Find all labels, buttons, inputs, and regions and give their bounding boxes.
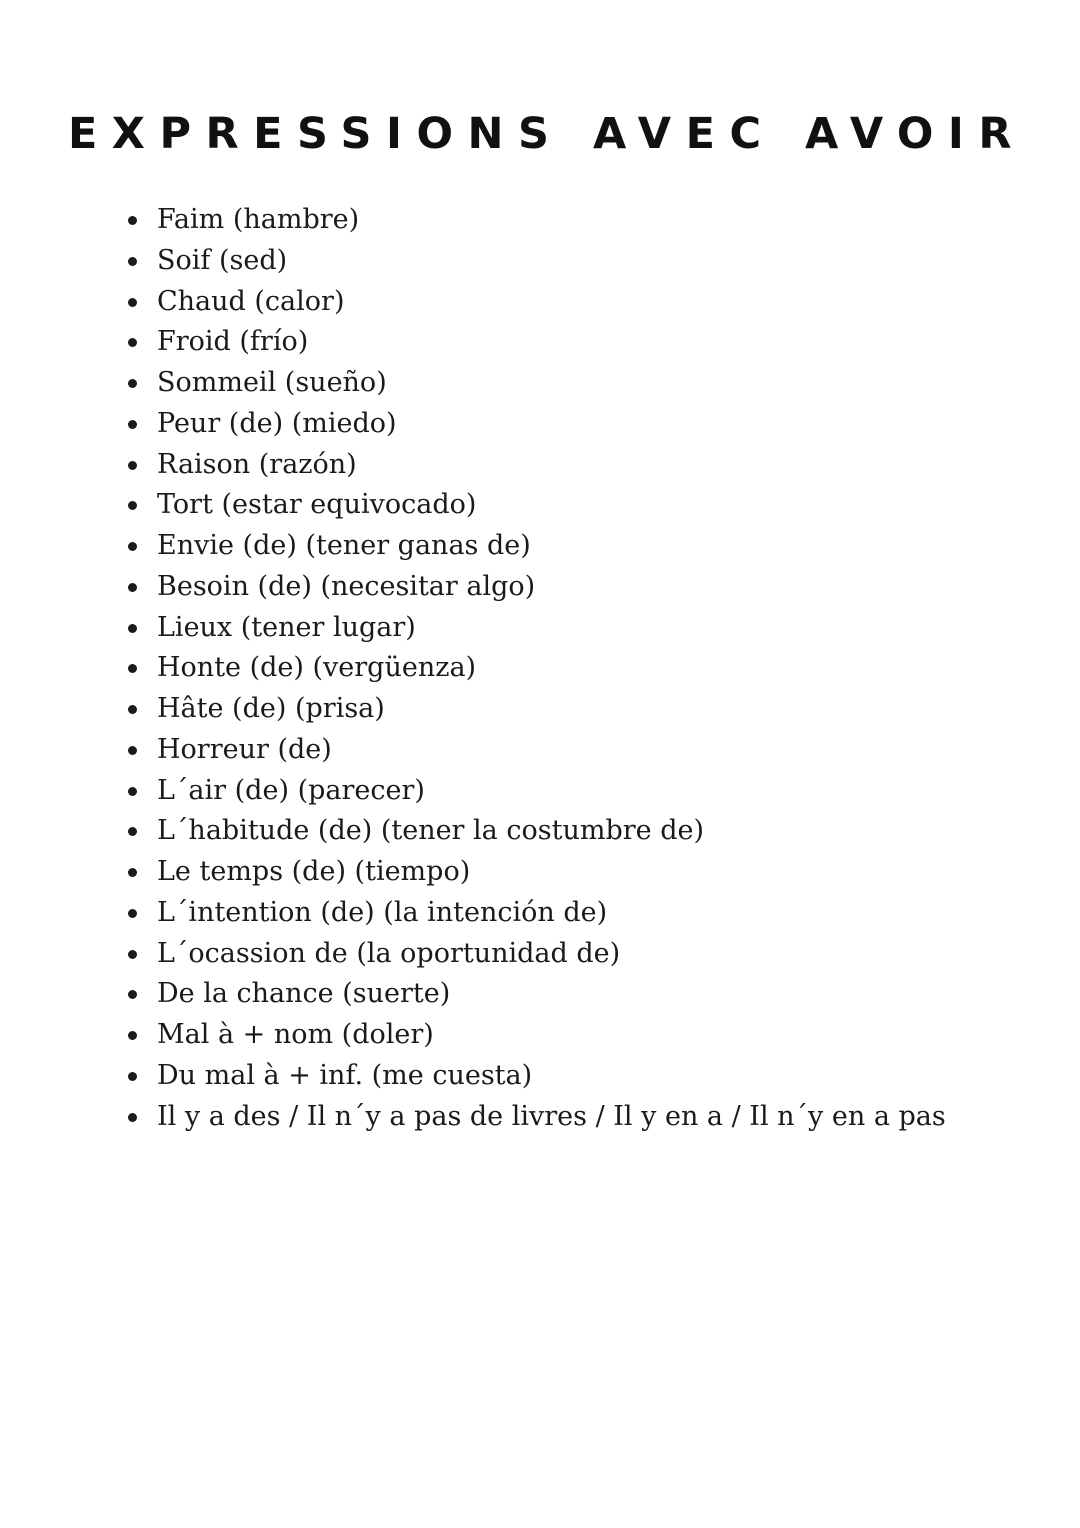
list-item-text: Lieux (tener lugar) [157,611,416,643]
list-item-text: Soif (sed) [157,244,288,276]
list-item [157,241,1057,282]
bullet-icon [128,787,137,796]
list-item [157,648,1057,689]
list-item-text: Le temps (de) (tiempo) [157,856,471,887]
bullet-icon [128,501,137,510]
bullet-icon [128,868,137,877]
list-item-text: L´habitude (de) (tener la costumbre de) [157,815,704,847]
list-item [157,811,1057,852]
bullet-icon [128,746,137,755]
list-item [157,852,1057,893]
list-item-text: Il y a des / Il n´y a pas de livres / Il y en a / Il n´y en a pas [157,1100,946,1132]
bullet-icon [128,298,137,307]
list-item [157,934,1057,975]
bullet-icon [128,583,137,592]
page-title: EXPRESSIONS AVEC AVOIR [67,109,1027,159]
bullet-icon [128,257,137,266]
list-item-text: Honte (de) (vergüenza) [157,652,477,684]
bullet-icon [128,542,137,551]
bullet-icon [128,461,137,470]
list-item [157,485,1057,526]
list-item-text: Raison (razón) [157,448,357,480]
list-item-text: Sommeil (sueño) [157,367,387,398]
list-item [157,567,1057,608]
list-item-text: Peur (de) (miedo) [157,407,397,439]
bullet-icon [128,1113,137,1122]
list-item-text: Mal à + nom (doler) [157,1019,434,1050]
list-item-text: De la chance (suerte) [157,978,451,1010]
list-item-text: Froid (frío) [157,326,309,358]
list-item-text: Horreur (de) [157,733,332,765]
list-item-text: Chaud (calor) [157,285,345,317]
bullet-icon [128,1031,137,1040]
bullet-icon [128,950,137,959]
list-item [157,1097,1057,1138]
bullet-icon [128,379,137,388]
list-item-text: L´intention (de) (la intención de) [157,896,608,928]
list-item [157,445,1057,486]
bullet-icon [128,909,137,918]
list-item-text: Faim (hambre) [157,204,360,235]
list-item [157,322,1057,363]
bullet-icon [128,216,137,225]
list-item [157,730,1057,771]
list-item [157,689,1057,730]
list-item [157,526,1057,567]
expression-list [157,200,1057,1137]
bullet-icon [128,338,137,347]
list-item-text: Hâte (de) (prisa) [157,693,385,724]
list-item-text: Du mal à + inf. (me cuesta) [157,1059,533,1091]
bullet-icon [128,664,137,673]
list-item [157,608,1057,649]
list-item-text: Envie (de) (tener ganas de) [157,530,531,561]
bullet-icon [128,705,137,714]
list-item [157,363,1057,404]
list-item [157,1015,1057,1056]
list-item [157,771,1057,812]
list-item [157,1056,1057,1097]
bullet-icon [128,624,137,633]
list-item [157,200,1057,241]
list-item [157,404,1057,445]
bullet-icon [128,827,137,836]
bullet-icon [128,1072,137,1081]
list-item-text: Besoin (de) (necesitar algo) [157,570,536,602]
list-item [157,282,1057,323]
list-item [157,974,1057,1015]
list-item-text: L´air (de) (parecer) [157,774,425,806]
bullet-icon [128,420,137,429]
list-item-text: L´ocassion de (la oportunidad de) [157,937,621,969]
list-item [157,893,1057,934]
list-item-text: Tort (estar equivocado) [157,489,477,521]
bullet-icon [128,990,137,999]
